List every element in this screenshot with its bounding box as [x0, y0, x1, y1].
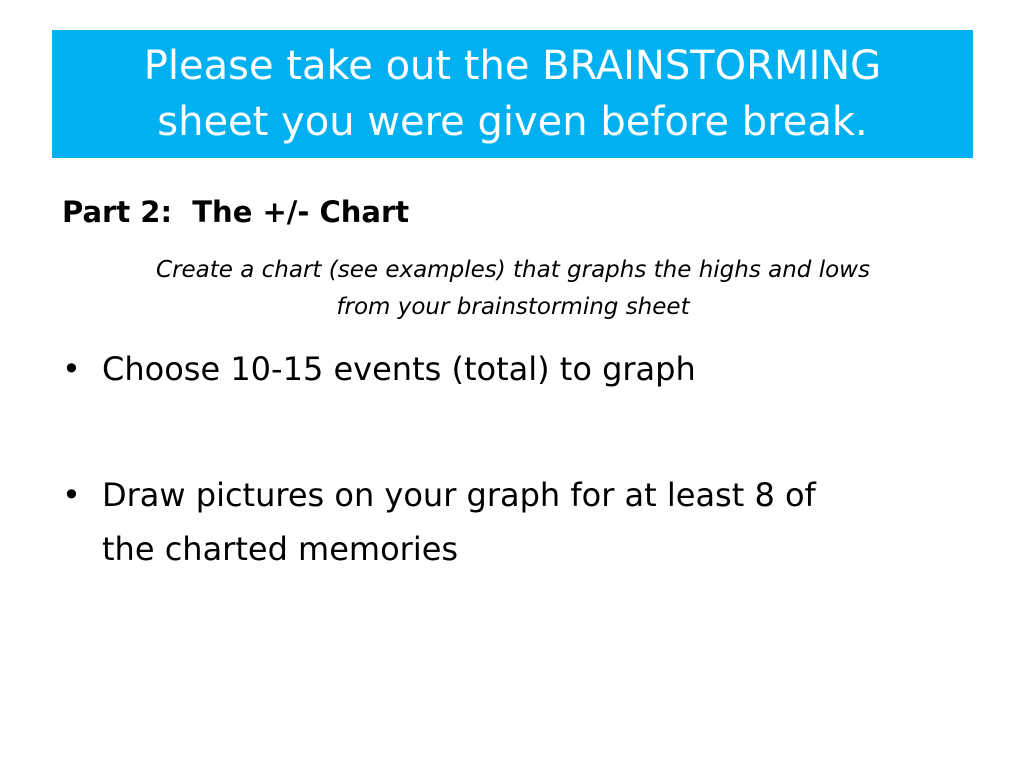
bullet-icon: •: [62, 476, 81, 514]
bullet-1-line-1: Choose 10-15 events (total) to graph: [102, 350, 696, 388]
title-banner: [52, 30, 973, 158]
instruction-line-1: Create a chart (see examples) that graphs the highs and lows: [156, 257, 870, 283]
bullet-icon: •: [62, 350, 81, 388]
instruction-line-2: from your brainstorming sheet: [336, 294, 690, 320]
bullet-text: [102, 342, 962, 396]
bullet-text: [102, 468, 962, 576]
instruction-text: [62, 252, 964, 326]
list-item: [62, 468, 962, 576]
list-item: [62, 342, 962, 396]
part-heading: Part 2: The +/- Chart: [62, 195, 410, 229]
bullet-2-line-2: the charted memories: [102, 530, 459, 568]
bullet-list: [62, 342, 962, 576]
title-line-1: Please take out the BRAINSTORMING: [143, 43, 882, 89]
title-line-2: sheet you were given before break.: [157, 99, 868, 145]
bullet-2-line-1: Draw pictures on your graph for at least 8 of: [102, 476, 816, 514]
slide-title: [52, 38, 973, 150]
